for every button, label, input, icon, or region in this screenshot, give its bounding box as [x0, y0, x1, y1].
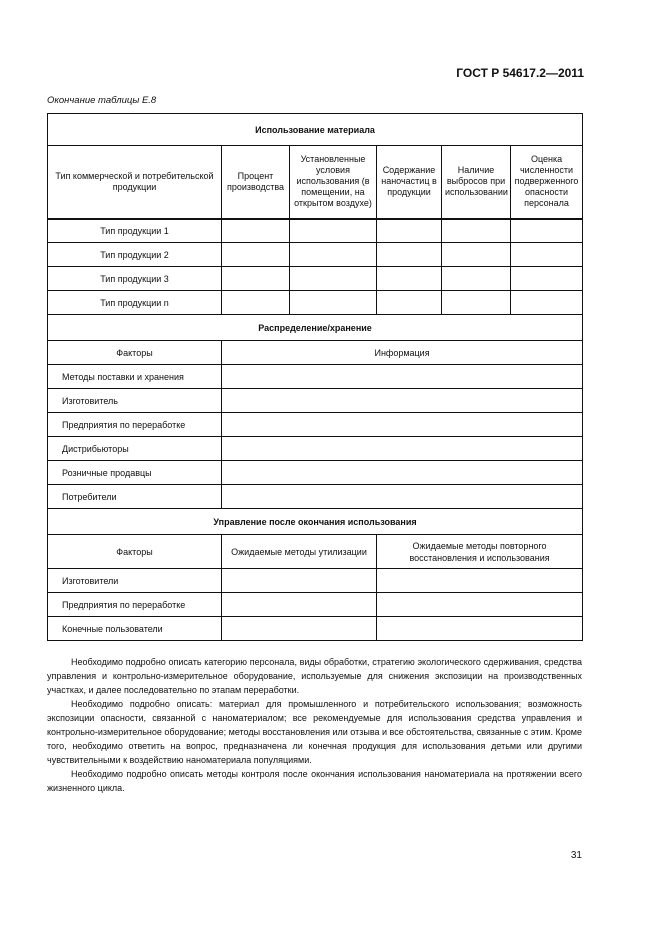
paragraph: Необходимо подробно описать: материал для промышленного и потребительского использования; возможность экспозиции опасности, связанной с наноматериалом; все рекомендуемые для использования средства управления и контрольно-измерительное оборудование; методы восстановления или отзыва и все обстоятельства, связанные с этим. Кроме того, необходимо ответить на вопрос, предназначена ли конечная продукция для использования детьми или другими чувствительными к воздействию наноматериала популяциями.: [47, 699, 582, 765]
col-header-emissions: Наличие выбросов при использовании: [442, 146, 511, 219]
standard-designation: ГОСТ Р 54617.2—2011: [456, 66, 584, 80]
table-caption: Окончание таблицы Е.8: [47, 95, 157, 106]
col-header-usage-conditions: Установленные условия использования (в помещении, на открытом воздухе): [290, 146, 377, 219]
table-row: [48, 485, 583, 509]
cell: [222, 267, 290, 291]
col-header-disposal-methods: Ожидаемые методы утилизации: [222, 535, 377, 569]
paragraph: Необходимо подробно описать категорию персонала, виды обработки, стратегию экологического сдерживания, средства управления и контрольно-измерительное оборудование, используемые для снижения экспозиции на производственных участках, и далее последовательно по этапам переработки.: [47, 657, 582, 695]
col-header-information: Информация: [222, 341, 583, 365]
table-row: [48, 243, 583, 267]
col-header-nanoparticle-content: Содержание наночастиц в продукции: [377, 146, 442, 219]
cell: [442, 267, 511, 291]
row-label: Изготовители: [48, 569, 222, 593]
cell: [222, 291, 290, 315]
cell: [222, 389, 583, 413]
cell: [222, 243, 290, 267]
section-usage-title: Использование материала: [48, 114, 583, 146]
table-row: [48, 569, 583, 593]
cell: [511, 219, 583, 243]
cell: [290, 219, 377, 243]
paragraph: Необходимо подробно описать методы контроля после окончания использования наноматериала на протяжении всего жизненного цикла.: [47, 769, 582, 793]
cell: [442, 291, 511, 315]
cell: [222, 437, 583, 461]
body-text: [47, 655, 582, 795]
row-label: Конечные пользователи: [48, 617, 222, 641]
row-label: Тип продукции 1: [48, 219, 222, 243]
row-label: Потребители: [48, 485, 222, 509]
row-label: Тип продукции n: [48, 291, 222, 315]
page-number: 31: [570, 850, 582, 861]
table-row: [48, 291, 583, 315]
col-header-factors-2: Факторы: [48, 535, 222, 569]
cell: [222, 485, 583, 509]
cell: [222, 413, 583, 437]
cell: [511, 267, 583, 291]
cell: [377, 569, 583, 593]
row-label: Розничные продавцы: [48, 461, 222, 485]
cell: [377, 219, 442, 243]
row-label: Тип продукции 3: [48, 267, 222, 291]
main-table: [47, 113, 583, 641]
col-header-personnel-estimate: Оценка численности подверженного опасности персонала: [511, 146, 583, 219]
cell: [442, 243, 511, 267]
cell: [377, 291, 442, 315]
row-label: Предприятия по переработке: [48, 413, 222, 437]
cell: [222, 593, 377, 617]
table-row: [48, 593, 583, 617]
col-header-recovery-methods: Ожидаемые методы повторного восстановления и использования: [377, 535, 583, 569]
cell: [377, 593, 583, 617]
cell: [222, 365, 583, 389]
row-label: Методы поставки и хранения: [48, 365, 222, 389]
cell: [442, 219, 511, 243]
cell: [222, 569, 377, 593]
cell: [290, 291, 377, 315]
table-row: [48, 267, 583, 291]
cell: [290, 243, 377, 267]
row-label: Дистрибьюторы: [48, 437, 222, 461]
table-row: [48, 461, 583, 485]
table-row: [48, 219, 583, 243]
col-header-factors: Факторы: [48, 341, 222, 365]
row-label: Изготовитель: [48, 389, 222, 413]
cell: [511, 243, 583, 267]
row-label: Предприятия по переработке: [48, 593, 222, 617]
cell: [222, 461, 583, 485]
cell: [511, 291, 583, 315]
cell: [377, 617, 583, 641]
col-header-product-type: Тип коммерческой и потребительской продукции: [48, 146, 222, 219]
row-label: Тип продукции 2: [48, 243, 222, 267]
table-row: [48, 437, 583, 461]
table-row: [48, 389, 583, 413]
cell: [222, 617, 377, 641]
col-header-production-percent: Процент производства: [222, 146, 290, 219]
cell: [290, 267, 377, 291]
section-distribution-title: Распределение/хранение: [48, 315, 583, 341]
cell: [377, 267, 442, 291]
section-end-of-life-title: Управление после окончания использования: [48, 509, 583, 535]
cell: [377, 243, 442, 267]
table-row: [48, 413, 583, 437]
table-row: [48, 617, 583, 641]
table-row: [48, 365, 583, 389]
cell: [222, 219, 290, 243]
